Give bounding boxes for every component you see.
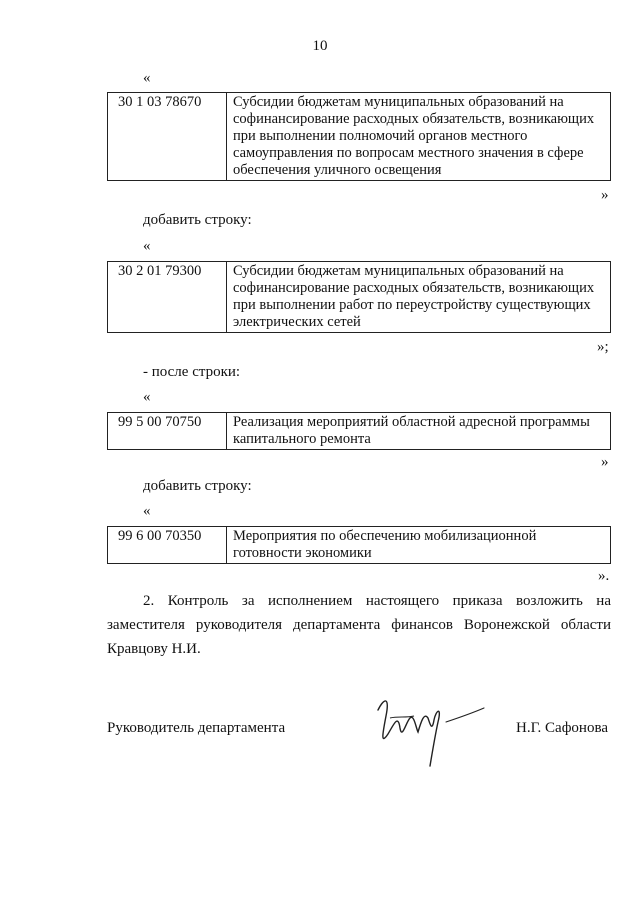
add-row-label: добавить строку:: [143, 212, 252, 228]
description-line: электрических сетей: [233, 314, 361, 330]
handwritten-signature: [372, 688, 487, 768]
description-line: готовности экономики: [233, 545, 372, 561]
budget-code: 99 6 00 70350: [108, 527, 227, 564]
budget-description: [227, 262, 611, 333]
open-quote: «: [143, 70, 151, 86]
budget-code: 99 5 00 70750: [108, 413, 227, 450]
page-number: 10: [312, 38, 328, 54]
description-line: при выполнении работ по переустройству существующих: [233, 297, 591, 313]
budget-row-table: [107, 412, 611, 450]
description-line: софинансирование расходных обязательств, возникающих: [233, 280, 595, 296]
signatory-name: Н.Г. Сафонова: [515, 720, 608, 736]
description-line: обеспечения уличного освещения: [233, 162, 442, 178]
description-line: капитального ремонта: [233, 431, 371, 447]
open-quote: «: [143, 389, 151, 405]
open-quote: «: [143, 238, 151, 254]
close-quote: ».: [598, 568, 610, 584]
description-line: Субсидии бюджетам муниципальных образований на: [233, 263, 564, 279]
budget-code: 30 1 03 78670: [108, 93, 227, 181]
description-line: софинансирование расходных обязательств, возникающих: [233, 111, 595, 127]
add-row-label: добавить строку:: [143, 478, 252, 494]
signatory-title: Руководитель департамента: [107, 720, 286, 736]
open-quote: «: [143, 503, 151, 519]
description-line: самоуправления по вопросам местного значения в сфере: [233, 145, 584, 161]
budget-row-table: [107, 92, 611, 181]
close-quote: »: [601, 454, 609, 470]
budget-code: 30 2 01 79300: [108, 262, 227, 333]
close-quote: »;: [597, 339, 609, 355]
budget-description: [227, 93, 611, 181]
description-line: при выполнении полномочий органов местного: [233, 128, 528, 144]
budget-description: [227, 413, 611, 450]
budget-row-table: [107, 261, 611, 333]
paragraph-text: 2. Контроль за исполнением настоящего приказа возложить на заместителя руководителя департамента финансов Воронежской области Кравцову Н.И.: [107, 593, 611, 657]
close-quote: »: [601, 187, 609, 203]
description-line: Субсидии бюджетам муниципальных образований на: [233, 94, 564, 110]
budget-row-table: [107, 526, 611, 564]
after-row-label: - после строки:: [143, 364, 241, 380]
description-line: Мероприятия по обеспечению мобилизационной: [233, 528, 537, 544]
paragraph-control: [107, 589, 611, 661]
description-line: Реализация мероприятий областной адресной программы: [233, 414, 590, 430]
budget-description: [227, 527, 611, 564]
